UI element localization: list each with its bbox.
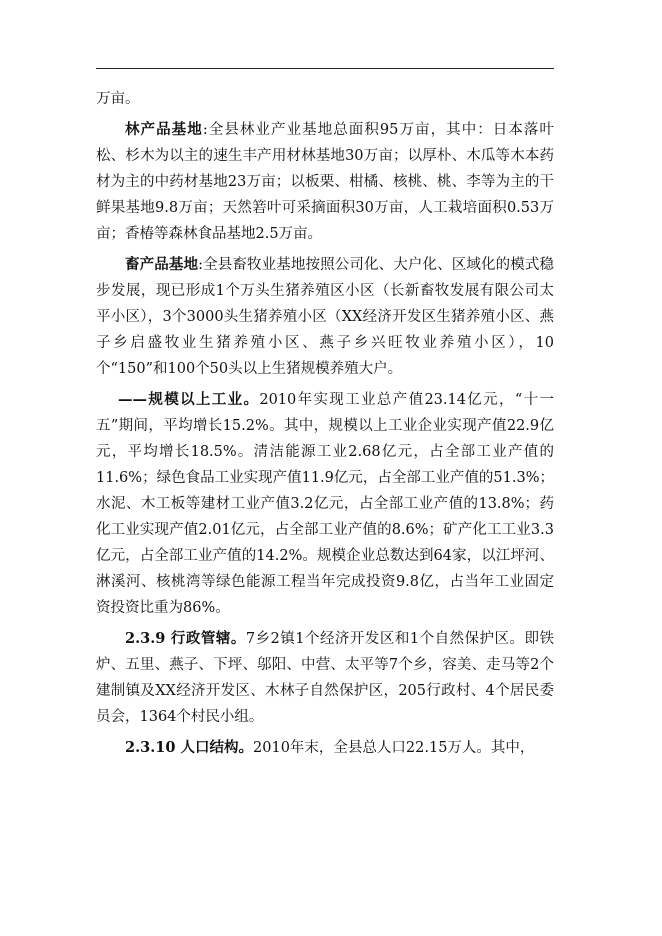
forest-products-paragraph [96,117,554,247]
header-rule [96,68,554,69]
population-text: 2010年末，全县总人口22.15万人。其中， [253,740,535,756]
industry-text: 2010年实现工业总产值23.14亿元，“十一五”期间，平均增长15.2%。其中，规模以上工业企业实现产值22.9亿元，平均增长18.5%。清洁能源工业2.68亿元，占全部工业产值的11.6%；绿色食品工业实现产值11.9亿元，占全部工业产值的51.3%；水泥、木工板等建材工业产值3.2亿元，占全部工业产值的13.8%；药化工业实现产值2.01亿元，占全部工业产值的8.6%；矿产化工工业3.3亿元，占全部工业产值的14.2%。规模企业总数达到64家，以江坪河、淋溪河、核桃湾等绿色能源工程当年完成投资9.8亿，占当年工业固定资投资比重为86%。 [96,392,554,616]
administration-text: 7乡2镇1个经济开发区和1个自然保护区。即铁炉、五里、燕子、下坪、邬阳、中营、太平等7个乡，容美、走马等2个建制镇及XX经济开发区、木林子自然保护区，205行政村、4个居民委员会，1364个村民小组。 [96,631,554,725]
forest-products-text: :全县林业产业基地总面积95万亩，其中：日本落叶松、杉木为以主的速生丰产用材林基地30万亩；以厚朴、木瓜等木本药材为主的中药材基地23万亩；以板栗、柑橘、核桃、桃、李等为主的干鲜果基地9.8万亩；天然箬叶可采摘面积30万亩，人工栽培面积0.53万亩；香椿等森林食品基地2.5万亩。 [96,122,554,242]
population-heading: 2.3.10 人口结构。 [125,739,254,756]
industry-heading: ——规模以上工业。 [118,391,260,408]
livestock-products-text: :全县畜牧业基地按照公司化、大户化、区域化的模式稳步发展，现已形成1个万头生猪养殖区小区（长新畜牧发展有限公司太平小区），3个3000头生猪养殖小区（XX经济开发区生猪养殖小区、燕子乡启盛牧业生猪养殖小区、燕子乡兴旺牧业养殖小区），10个“150”和100个50头以上生猪规模养殖大户。 [96,257,554,377]
livestock-products-paragraph [96,252,554,382]
population-paragraph [96,735,554,761]
continuation-text: 万亩。 [96,91,140,107]
forest-products-heading: 林产品基地 [125,121,203,138]
document-body [96,86,554,766]
industry-paragraph [96,387,554,621]
livestock-products-heading: 畜产品基地 [125,256,199,273]
administration-heading: 2.3.9 行政管辖。 [125,630,246,647]
administration-paragraph [96,626,554,730]
